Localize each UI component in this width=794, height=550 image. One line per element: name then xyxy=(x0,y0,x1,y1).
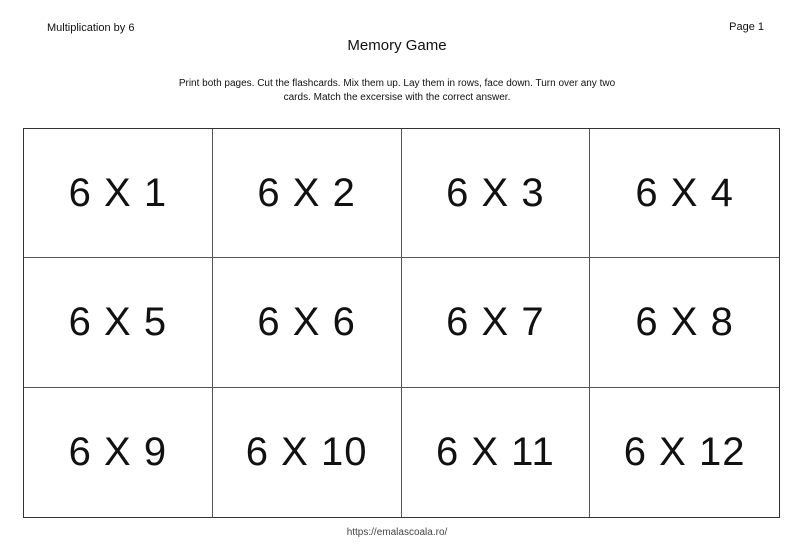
flashcard[interactable]: 6 X 1 xyxy=(24,129,213,258)
flashcard[interactable]: 6 X 4 xyxy=(590,129,779,258)
flashcard[interactable]: 6 X 2 xyxy=(213,129,402,258)
flashcard[interactable]: 6 X 8 xyxy=(590,258,779,387)
flashcard[interactable]: 6 X 11 xyxy=(402,388,591,517)
instructions-line-1: Print both pages. Cut the flashcards. Mix them up. Lay them in rows, face down. Turn over any two xyxy=(178,78,616,89)
flashcard-grid xyxy=(23,128,780,518)
flashcard[interactable]: 6 X 12 xyxy=(623,429,746,474)
instructions xyxy=(140,77,654,105)
flashcard[interactable]: 6 X 7 xyxy=(402,258,591,387)
flashcard[interactable]: 6 X 10 xyxy=(213,388,402,517)
flashcard[interactable]: 6 X 9 xyxy=(24,388,213,517)
instructions-line-2: cards. Match the excersise with the correct answer. xyxy=(283,92,511,103)
worksheet-topic: Multiplication by 6 xyxy=(47,22,135,34)
page-number: Page 1 xyxy=(729,21,764,33)
footer-url[interactable]: https://emalascoala.ro/ xyxy=(346,527,448,538)
flashcard[interactable]: 6 X 6 xyxy=(213,258,402,387)
flashcard[interactable]: 6 X 3 xyxy=(402,129,591,258)
flashcard[interactable]: 6 X 5 xyxy=(24,258,213,387)
page-title: Memory Game xyxy=(347,37,447,54)
